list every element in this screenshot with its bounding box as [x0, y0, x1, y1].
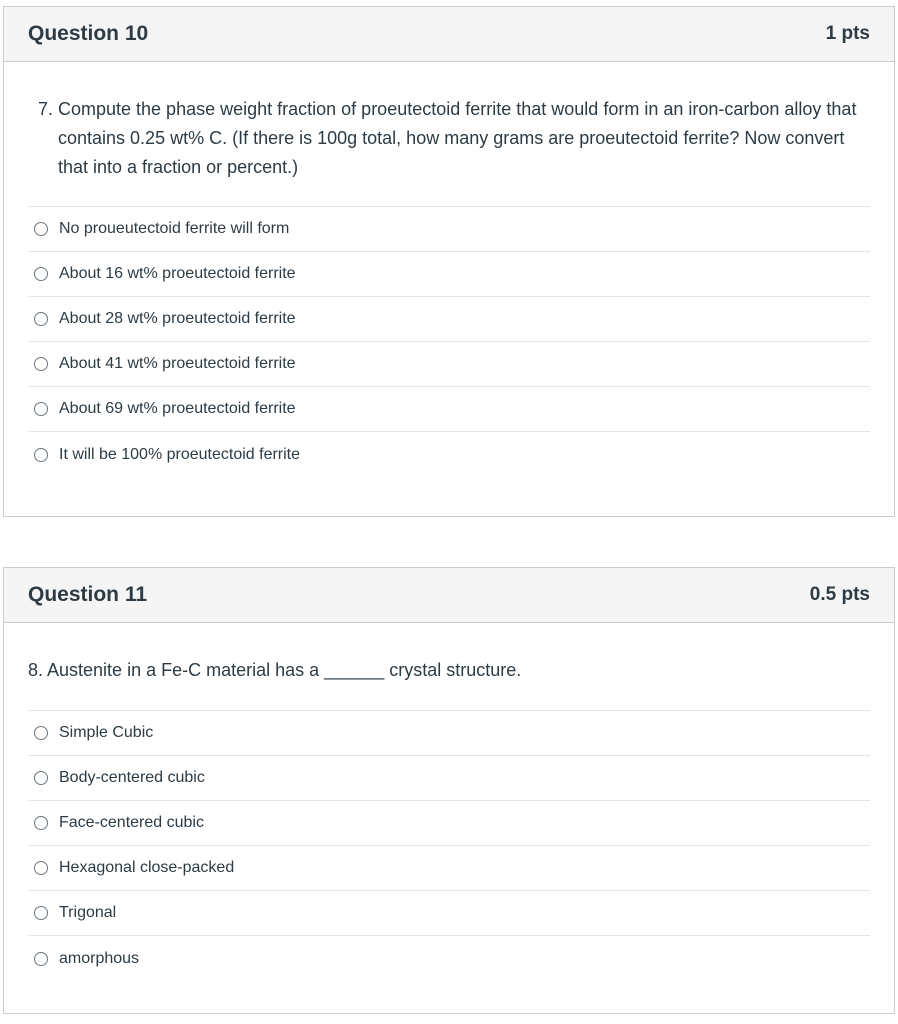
radio-button-icon[interactable]	[34, 771, 48, 785]
question-10-card	[3, 6, 895, 517]
answer-label[interactable]: Body-centered cubic	[59, 769, 205, 786]
answer-label[interactable]: About 16 wt% proeutectoid ferrite	[59, 265, 296, 282]
radio-button-icon[interactable]	[34, 222, 48, 236]
question-title: Question 11	[28, 583, 148, 606]
question-points: 1 pts	[825, 23, 870, 44]
question-points: 0.5 pts	[809, 584, 870, 605]
answer-list	[28, 206, 870, 477]
radio-button-icon[interactable]	[34, 402, 48, 416]
answer-label[interactable]: About 69 wt% proeutectoid ferrite	[59, 400, 296, 417]
question-body	[4, 95, 894, 477]
question-text	[28, 95, 870, 182]
radio-button-icon[interactable]	[34, 906, 48, 920]
answer-label[interactable]: Trigonal	[59, 904, 117, 921]
radio-button-icon[interactable]	[34, 952, 48, 966]
answer-option[interactable]	[28, 756, 870, 801]
answer-label[interactable]: Simple Cubic	[59, 724, 154, 741]
answer-option[interactable]	[28, 342, 870, 387]
answer-label[interactable]: About 41 wt% proeutectoid ferrite	[59, 355, 296, 372]
answer-label[interactable]: amorphous	[59, 949, 140, 967]
radio-button-icon[interactable]	[34, 726, 48, 740]
question-body	[4, 656, 894, 981]
question-title: Question 10	[28, 22, 149, 45]
answer-option[interactable]	[28, 297, 870, 342]
answer-option[interactable]	[28, 801, 870, 846]
radio-button-icon[interactable]	[34, 267, 48, 281]
answer-label[interactable]: No proueutectoid ferrite will form	[59, 220, 290, 237]
answer-option[interactable]	[28, 207, 870, 252]
answer-label[interactable]: Hexagonal close-packed	[59, 859, 235, 876]
question-header	[4, 568, 894, 623]
radio-button-icon[interactable]	[34, 357, 48, 371]
question-11-card	[3, 567, 895, 1014]
answer-option[interactable]	[28, 432, 870, 477]
question-prompt: Compute the phase weight fraction of proeutectoid ferrite that would form in an iron-carbon alloy that contains 0.25 wt% C. (If there is 100g total, how many grams are proeutectoid ferrite? Now convert that into a fraction or percent.)	[58, 99, 857, 177]
answer-label[interactable]: About 28 wt% proeutectoid ferrite	[59, 310, 296, 327]
radio-button-icon[interactable]	[34, 816, 48, 830]
answer-list	[28, 710, 870, 981]
answer-option[interactable]	[28, 252, 870, 297]
answer-option[interactable]	[28, 936, 870, 981]
radio-button-icon[interactable]	[34, 861, 48, 875]
answer-option[interactable]	[28, 387, 870, 432]
answer-option[interactable]	[28, 891, 870, 936]
question-header	[4, 7, 894, 62]
answer-label[interactable]: It will be 100% proeutectoid ferrite	[59, 445, 301, 463]
question-prompt: 8. Austenite in a Fe-C material has a ______ crystal structure.	[28, 660, 522, 680]
radio-button-icon[interactable]	[34, 312, 48, 326]
radio-button-icon[interactable]	[34, 448, 48, 462]
answer-label[interactable]: Face-centered cubic	[59, 814, 204, 831]
answer-option[interactable]	[28, 711, 870, 756]
answer-option[interactable]	[28, 846, 870, 891]
question-number: 7.	[38, 99, 54, 119]
